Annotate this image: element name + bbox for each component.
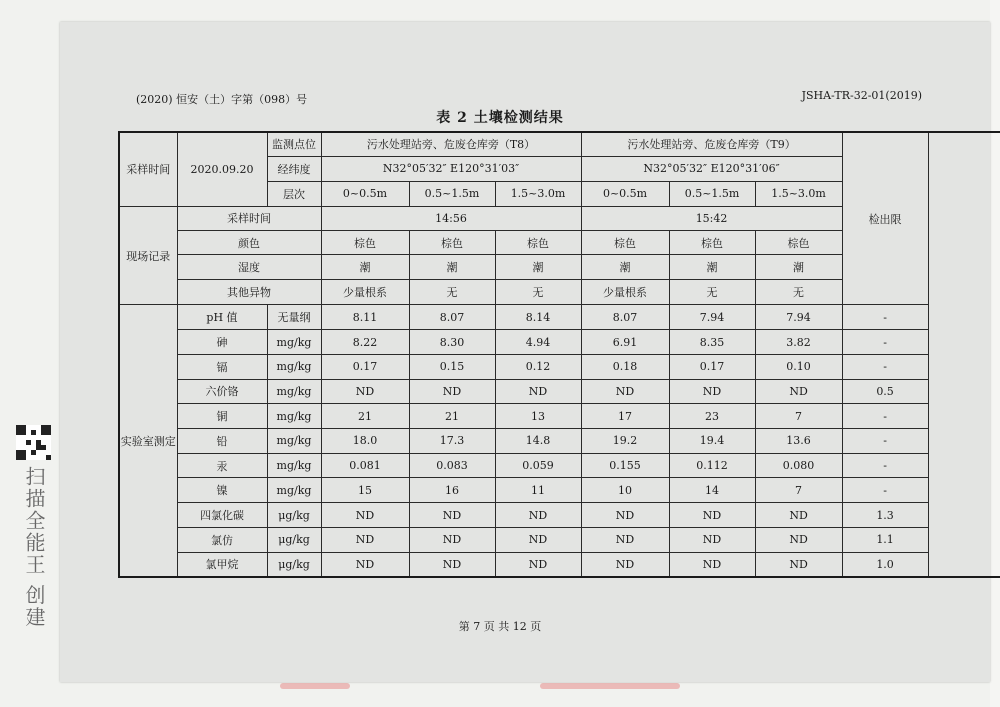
humidity-cell: 潮 xyxy=(755,255,842,280)
layer-cell: 1.5~3.0m xyxy=(755,181,842,206)
lab-value-cell: 19.2 xyxy=(581,429,669,454)
qr-code-icon xyxy=(16,425,51,460)
standard-code: JSHA-TR-32-01(2019) xyxy=(801,89,922,102)
detection-limit-header: 检出限 xyxy=(842,132,928,305)
foreign-cell: 无 xyxy=(755,280,842,305)
report-number: (2020) 恒安（土）字第（098）号 xyxy=(136,93,308,106)
lab-value-cell: 7 xyxy=(755,404,842,429)
humidity-cell: 潮 xyxy=(581,255,669,280)
lab-value-cell: 4.94 xyxy=(495,330,581,355)
lab-value-cell: 23 xyxy=(669,404,755,429)
lab-value-cell: 3.82 xyxy=(755,330,842,355)
point-t9-name: 污水处理站旁、危废仓库旁（T9） xyxy=(581,132,842,156)
table-title: 表 2 土壤检测结果 xyxy=(436,110,564,126)
lab-value-cell: ND xyxy=(321,552,409,577)
humidity-cell: 潮 xyxy=(321,255,409,280)
lab-value-cell: ND xyxy=(321,379,409,404)
lab-value-cell: 16 xyxy=(409,478,495,503)
lab-item-unit: mg/kg xyxy=(267,379,321,404)
detection-limit-cell: - xyxy=(842,354,928,379)
layer-cell: 1.5~3.0m xyxy=(495,181,581,206)
detection-limit-cell: - xyxy=(842,453,928,478)
layer-cell: 0.5~1.5m xyxy=(669,181,755,206)
lab-value-cell: ND xyxy=(581,527,669,552)
lab-value-cell: 7 xyxy=(755,478,842,503)
detection-limit-cell: 1.0 xyxy=(842,552,928,577)
lab-value-cell: 0.10 xyxy=(755,354,842,379)
humidity-cell: 潮 xyxy=(409,255,495,280)
lab-value-cell: ND xyxy=(755,527,842,552)
detection-limit-cell: - xyxy=(842,330,928,355)
coords-label: 经纬度 xyxy=(267,156,321,181)
lab-item-name: 砷 xyxy=(177,330,267,355)
lab-value-cell: ND xyxy=(321,503,409,528)
lab-item-name: pH 值 xyxy=(177,305,267,330)
lab-item-name: 六价铬 xyxy=(177,379,267,404)
lab-item-unit: μg/kg xyxy=(267,503,321,528)
lab-value-cell: 0.17 xyxy=(321,354,409,379)
lab-value-cell: 21 xyxy=(321,404,409,429)
lab-value-cell: 0.081 xyxy=(321,453,409,478)
lab-value-cell: 7.94 xyxy=(755,305,842,330)
lab-value-cell: 0.083 xyxy=(409,453,495,478)
lab-value-cell: 13.6 xyxy=(755,429,842,454)
detection-limit-cell: - xyxy=(842,478,928,503)
lab-value-cell: 15 xyxy=(321,478,409,503)
foreign-cell: 少量根系 xyxy=(581,280,669,305)
layer-cell: 0.5~1.5m xyxy=(409,181,495,206)
detection-limit-cell: - xyxy=(842,404,928,429)
layer-label: 层次 xyxy=(267,181,321,206)
lab-value-cell: ND xyxy=(495,503,581,528)
lab-row xyxy=(119,305,1000,330)
humidity-label: 湿度 xyxy=(177,255,321,280)
lab-value-cell: ND xyxy=(581,379,669,404)
layer-cell: 0~0.5m xyxy=(321,181,409,206)
lab-value-cell: 8.07 xyxy=(581,305,669,330)
point-t9-coords: N32°05′32″ E120°31′06″ xyxy=(581,156,842,181)
lab-value-cell: 18.0 xyxy=(321,429,409,454)
lab-value-cell: 7.94 xyxy=(669,305,755,330)
detection-limit-cell: - xyxy=(842,305,928,330)
point-t8-coords: N32°05′32″ E120°31′03″ xyxy=(321,156,581,181)
lab-row xyxy=(119,503,1000,528)
lab-row xyxy=(119,429,1000,454)
lab-value-cell: 21 xyxy=(409,404,495,429)
lab-value-cell: 0.112 xyxy=(669,453,755,478)
foreign-cell: 无 xyxy=(669,280,755,305)
scanner-watermark: 扫描全能王 创建 xyxy=(22,466,46,629)
point-t9-time: 15:42 xyxy=(581,206,842,230)
lab-item-name: 铜 xyxy=(177,404,267,429)
lab-value-cell: ND xyxy=(669,379,755,404)
red-stamp-mark xyxy=(280,683,350,689)
lab-row xyxy=(119,552,1000,577)
lab-item-unit: μg/kg xyxy=(267,527,321,552)
lab-value-cell: ND xyxy=(669,503,755,528)
lab-label: 实验室测定 xyxy=(119,305,177,577)
lab-value-cell: ND xyxy=(495,527,581,552)
lab-item-unit: mg/kg xyxy=(267,478,321,503)
lab-row xyxy=(119,404,1000,429)
color-cell: 棕色 xyxy=(409,231,495,255)
lab-value-cell: 10 xyxy=(581,478,669,503)
lab-value-cell: 8.30 xyxy=(409,330,495,355)
foreign-cell: 无 xyxy=(409,280,495,305)
lab-item-name: 氯仿 xyxy=(177,527,267,552)
lab-value-cell: 0.080 xyxy=(755,453,842,478)
lab-value-cell: 0.17 xyxy=(669,354,755,379)
lab-value-cell: ND xyxy=(409,552,495,577)
color-label: 颜色 xyxy=(177,231,321,255)
lab-row xyxy=(119,527,1000,552)
lab-value-cell: 0.059 xyxy=(495,453,581,478)
lab-item-name: 铅 xyxy=(177,429,267,454)
lab-item-unit: mg/kg xyxy=(267,429,321,454)
color-cell: 棕色 xyxy=(581,231,669,255)
red-stamp-mark xyxy=(540,683,680,689)
field-record-label: 现场记录 xyxy=(119,206,177,305)
lab-item-unit: mg/kg xyxy=(267,404,321,429)
foreign-cell: 少量根系 xyxy=(321,280,409,305)
point-t8-name: 污水处理站旁、危废仓库旁（T8） xyxy=(321,132,581,156)
lab-value-cell: 17 xyxy=(581,404,669,429)
lab-value-cell: ND xyxy=(669,527,755,552)
monitor-point-label: 监测点位 xyxy=(267,132,321,156)
lab-value-cell: ND xyxy=(409,503,495,528)
foreign-cell: 无 xyxy=(495,280,581,305)
lab-value-cell: ND xyxy=(495,379,581,404)
detection-limit-cell: 0.5 xyxy=(842,379,928,404)
lab-item-name: 四氯化碳 xyxy=(177,503,267,528)
lab-value-cell: ND xyxy=(755,552,842,577)
lab-row xyxy=(119,354,1000,379)
sample-time-label: 采样时间 xyxy=(177,206,321,230)
lab-value-cell: 13 xyxy=(495,404,581,429)
lab-value-cell: 8.22 xyxy=(321,330,409,355)
lab-item-unit: μg/kg xyxy=(267,552,321,577)
detection-limit-cell: 1.3 xyxy=(842,503,928,528)
page-number: 第 7 页 共 12 页 xyxy=(458,620,542,633)
color-cell: 棕色 xyxy=(495,231,581,255)
lab-row xyxy=(119,478,1000,503)
lab-value-cell: 0.155 xyxy=(581,453,669,478)
lab-item-unit: mg/kg xyxy=(267,354,321,379)
lab-value-cell: 11 xyxy=(495,478,581,503)
detection-limit-cell: 1.1 xyxy=(842,527,928,552)
soil-results-table xyxy=(118,131,1000,578)
lab-value-cell: 6.91 xyxy=(581,330,669,355)
lab-value-cell: 17.3 xyxy=(409,429,495,454)
lab-row xyxy=(119,379,1000,404)
lab-value-cell: 8.11 xyxy=(321,305,409,330)
sampling-time-label: 采样时间 xyxy=(119,132,177,206)
lab-item-name: 镉 xyxy=(177,354,267,379)
lab-value-cell: 8.07 xyxy=(409,305,495,330)
humidity-cell: 潮 xyxy=(669,255,755,280)
lab-value-cell: ND xyxy=(581,503,669,528)
humidity-cell: 潮 xyxy=(495,255,581,280)
lab-item-unit: 无量纲 xyxy=(267,305,321,330)
color-cell: 棕色 xyxy=(321,231,409,255)
lab-row xyxy=(119,330,1000,355)
lab-item-name: 氯甲烷 xyxy=(177,552,267,577)
lab-value-cell: ND xyxy=(755,379,842,404)
lab-value-cell: 8.14 xyxy=(495,305,581,330)
lab-value-cell: ND xyxy=(755,503,842,528)
lab-value-cell: ND xyxy=(669,552,755,577)
foreign-label: 其他异物 xyxy=(177,280,321,305)
color-cell: 棕色 xyxy=(755,231,842,255)
lab-value-cell: ND xyxy=(321,527,409,552)
lab-section xyxy=(119,305,1000,577)
lab-value-cell: ND xyxy=(409,379,495,404)
lab-value-cell: 14 xyxy=(669,478,755,503)
detection-limit-cell: - xyxy=(842,429,928,454)
color-cell: 棕色 xyxy=(669,231,755,255)
layer-cell: 0~0.5m xyxy=(581,181,669,206)
lab-value-cell: 8.35 xyxy=(669,330,755,355)
sampling-date: 2020.09.20 xyxy=(177,132,267,206)
lab-value-cell: ND xyxy=(581,552,669,577)
lab-item-unit: mg/kg xyxy=(267,330,321,355)
lab-value-cell: 0.18 xyxy=(581,354,669,379)
lab-value-cell: 0.15 xyxy=(409,354,495,379)
lab-value-cell: 19.4 xyxy=(669,429,755,454)
lab-value-cell: ND xyxy=(495,552,581,577)
lab-item-name: 汞 xyxy=(177,453,267,478)
lab-item-unit: mg/kg xyxy=(267,453,321,478)
lab-item-name: 镍 xyxy=(177,478,267,503)
lab-value-cell: ND xyxy=(409,527,495,552)
point-t8-time: 14:56 xyxy=(321,206,581,230)
lab-row xyxy=(119,453,1000,478)
lab-value-cell: 0.12 xyxy=(495,354,581,379)
lab-value-cell: 14.8 xyxy=(495,429,581,454)
